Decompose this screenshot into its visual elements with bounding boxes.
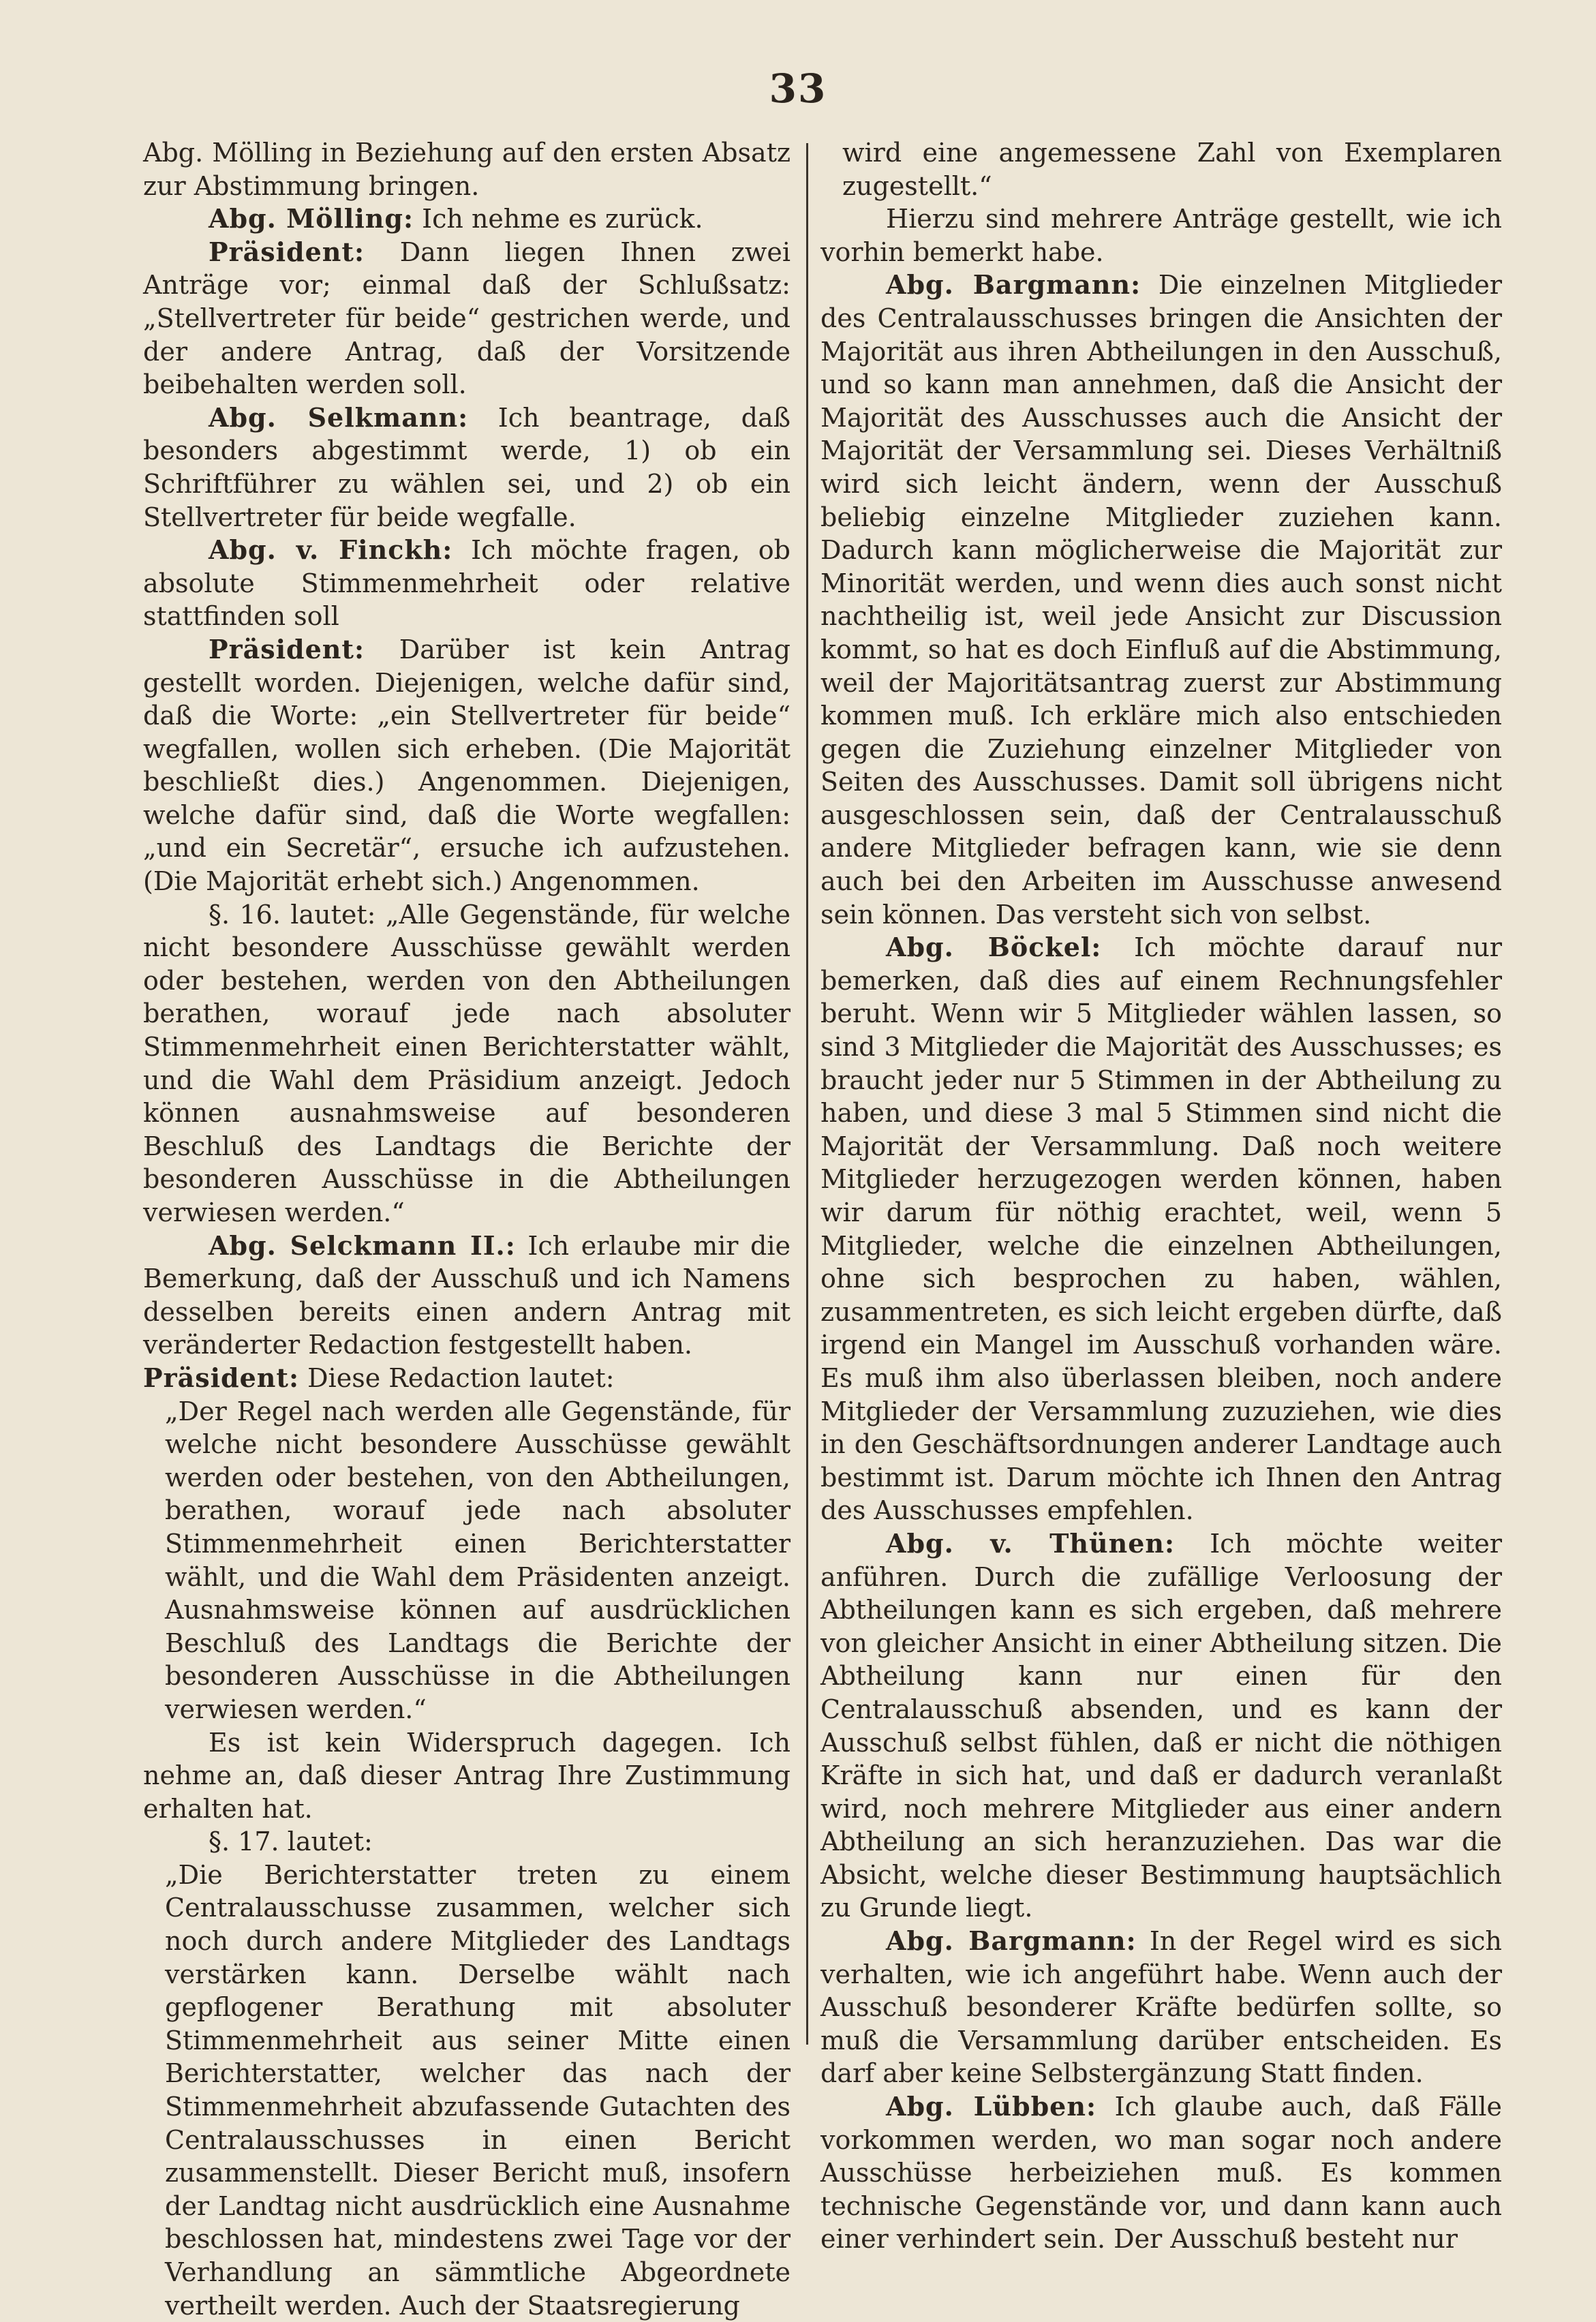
paragraph: Präsident: Diese Redaction lautet: <box>143 1362 615 1393</box>
paragraph: Abg. Böckel: Ich möchte darauf nur bemerken, daß dies auf einem Rechnungsfehler beruht. Wenn wir 5 Mitglieder wählen lassen, so sind 3 Mitglieder die Majorität des Ausschusses; es braucht jeder nur 5 Stimmen in der Abtheilung zu haben, und diese 3 mal 5 Stimmen sind nicht die Majorität der Versammlung. Daß noch weitere Mitglieder herzugezogen werden können, haben wir darum für nöthig erachtet, weil, wenn 5 Mitglieder, welche die einzelnen Abtheilungen, ohne sich besprochen zu haben, wählen, zusammentreten, es sich leicht ergeben dürfte, daß irgend ein Mangel im Ausschuß vorhanden wäre. Es muß ihm also überlassen bleiben, noch andere Mitglieder der Versammlung zuzuziehen, wie dies in den Geschäftsordnungen anderer Landtage auch bestimmt ist. Darum möchte ich Ihnen den Antrag des Ausschusses empfehlen. <box>820 932 1503 1526</box>
speaker-name: Präsident: <box>143 1362 300 1393</box>
paragraph: Abg. Mölling in Beziehung auf den ersten Absatz zur Abstimmung bringen. <box>143 138 791 201</box>
paragraph: §. 16. lautet: „Alle Gegenstände, für welche nicht besondere Ausschüsse gewählt werden oder bestehen, werden von den Abtheilungen berathen, worauf jede nach absoluter Stimmenmehrheit einen Berichterstatter wählt, und die Wahl dem Präsidium anzeigt. Jedoch können ausnahmsweise auf besonderen Beschluß des Landtags die Berichte der besonderen Ausschüsse in die Abtheilungen verwiesen werden.“ <box>143 899 791 1227</box>
speaker-name: Abg. Bargmann: <box>886 1925 1137 1957</box>
paragraph: Abg. v. Finckh: Ich möchte fragen, ob absolute Stimmenmehrheit oder relative stattfinden soll <box>143 534 791 632</box>
paragraph: Abg. Bargmann: In der Regel wird es sich verhalten, wie ich angeführt habe. Wenn auch der Ausschuß besonderer Kräfte bedürfen sollte, so muß die Versammlung darüber entscheiden. Es darf aber keine Selbstergänzung Statt finden. <box>820 1925 1502 2089</box>
speaker-name: Abg. Lübben: <box>886 2091 1096 2122</box>
speaker-name: Abg. v. Finckh: <box>209 534 453 566</box>
paragraph: Abg. Selckmann II.: Ich erlaube mir die Bemerkung, daß der Ausschuß und ich Namens desselben bereits einen andern Antrag mit veränderter Redaction festgestellt haben. <box>143 1229 791 1360</box>
paragraph: Abg. Selkmann: Ich beantrage, daß besonders abgestimmt werde, 1) ob ein Schriftführer zu wählen sei, und 2) ob ein Stellvertreter für beide wegfalle. <box>143 401 791 532</box>
paragraph: Abg. v. Thünen: Ich möchte weiter anführen. Durch die zufällige Verloosung der Abtheilungen kann es sich ergeben, daß mehrere von gleicher Ansicht in einer Abtheilung sitzen. Die Abtheilung kann nur einen für den Centralausschuß absenden, und es kann der Ausschuß selbst fühlen, daß er nicht die nöthigen Kräfte in sich hat, und daß er dadurch veranlaßt wird, noch mehrere Mitglieder aus einer andern Abtheilung an sich heranzuziehen. Das war die Absicht, welche dieser Bestimmung hauptsächlich zu Grunde liegt. <box>820 1527 1502 1923</box>
quoted-paragraph: wird eine angemessene Zahl von Exemplaren zugestellt.“ <box>842 138 1502 201</box>
paragraph: Präsident: Dann liegen Ihnen zwei Anträge vor; einmal daß der Schlußsatz: „Stellvertreter für beide“ gestrichen werde, und der andere Antrag, daß der Vorsitzende beibehalten werden soll. <box>143 236 791 400</box>
quoted-paragraph: „Der Regel nach werden alle Gegenstände, für welche nicht besondere Ausschüsse gewählt werden oder bestehen, von den Abtheilungen, berathen, worauf jede nach absoluter Stimmenmehrheit einen Berichterstatter wählt, und die Wahl dem Präsidenten anzeigt. Ausnahmsweise können auf ausdrücklichen Beschluß des Landtags die Berichte der besonderen Ausschüsse in die Abtheilungen verwiesen werden.“ <box>165 1396 791 1724</box>
paragraph: §. 17. lautet: <box>209 1827 373 1857</box>
quoted-paragraph: „Die Berichterstatter treten zu einem Centralausschusse zusammen, welcher sich noch durch andere Mitglieder des Landtags verstärken kann. Derselbe wählt nach gepflogener Berathung mit absoluter Stimmenmehrheit aus seiner Mitte einen Berichterstatter, welcher das nach der Stimmenmehrheit abzufassende Gutachten des Centralausschusses in einen Bericht zusammenstellt. Dieser Bericht muß, insofern der Landtag nicht ausdrücklich eine Ausnahme beschlossen hat, mindestens zwei Tage vor der Verhandlung an sämmtliche Abgeordnete vertheilt werden. Auch der Staatsregierung <box>165 1859 791 2321</box>
paragraph: Abg. Bargmann: Die einzelnen Mitglieder des Centralausschusses bringen die Ansichten der Majorität aus ihren Abtheilungen in den Ausschuß, und so kann man annehmen, daß die Ansicht der Majorität des Ausschusses auch die Ansicht der Majorität der Versammlung sei. Dieses Verhältniß wird sich leicht ändern, wenn der Ausschuß beliebig einzelne Mitglieder zuziehen kann. Dadurch kann möglicherweise die Majorität zur Minorität werden, und wenn dies auch sonst nicht nachtheilig ist, weil jede Ansicht zur Discussion kommt, so hat es doch Einfluß auf die Abstimmung, weil der Majoritätsantrag zuerst zur Abstimmung kommen muß. Ich erkläre mich also entschieden gegen die Zuziehung einzelner Mitglieder von Seiten des Ausschusses. Damit soll übrigens nicht ausgeschlossen sein, daß der Centralausschuß andere Mitglieder befragen kann, wie sie denn auch bei den Arbeiten im Ausschusse anwesend sein können. Das versteht sich von selbst. <box>820 269 1502 930</box>
right-column <box>820 136 1503 2255</box>
page-number: 33 <box>769 65 827 112</box>
speaker-name: Abg. Mölling: <box>209 203 414 234</box>
speaker-name: Abg. Selckmann II.: <box>209 1229 516 1261</box>
speaker-name: Abg. Böckel: <box>886 932 1102 963</box>
column-divider <box>806 143 808 2045</box>
speaker-name: Abg. Selkmann: <box>209 401 469 433</box>
speaker-name: Abg. v. Thünen: <box>886 1527 1176 1559</box>
paragraph: Abg. Lübben: Ich glaube auch, daß Fälle vorkommen werden, wo man sogar noch andere Ausschüsse herbeiziehen muß. Es kommen technische Gegenstände vor, und dann kann auch einer verhindert sein. Der Ausschuß besteht nur <box>820 2091 1502 2255</box>
speaker-name: Abg. Bargmann: <box>886 269 1141 301</box>
paragraph: Hierzu sind mehrere Anträge gestellt, wie ich vorhin bemerkt habe. <box>820 204 1502 267</box>
speaker-name: Präsident: <box>209 236 365 267</box>
paragraph: Präsident: Darüber ist kein Antrag gestellt worden. Diejenigen, welche dafür sind, daß die Worte: „ein Stellvertreter für beide“ wegfallen, wollen sich erheben. (Die Majorität beschließt dies.) Angenommen. Diejenigen, welche dafür sind, daß die Worte wegfallen: „und ein Secretär“, ersuche ich aufzustehen. (Die Majorität erhebt sich.) Angenommen. <box>143 633 791 897</box>
left-column <box>143 136 791 2321</box>
paragraph: Es ist kein Widerspruch dagegen. Ich nehme an, daß dieser Antrag Ihre Zustimmung erhalten hat. <box>143 1727 791 1824</box>
paragraph: Abg. Mölling: Ich nehme es zurück. <box>209 203 703 234</box>
speaker-name: Präsident: <box>209 633 365 664</box>
